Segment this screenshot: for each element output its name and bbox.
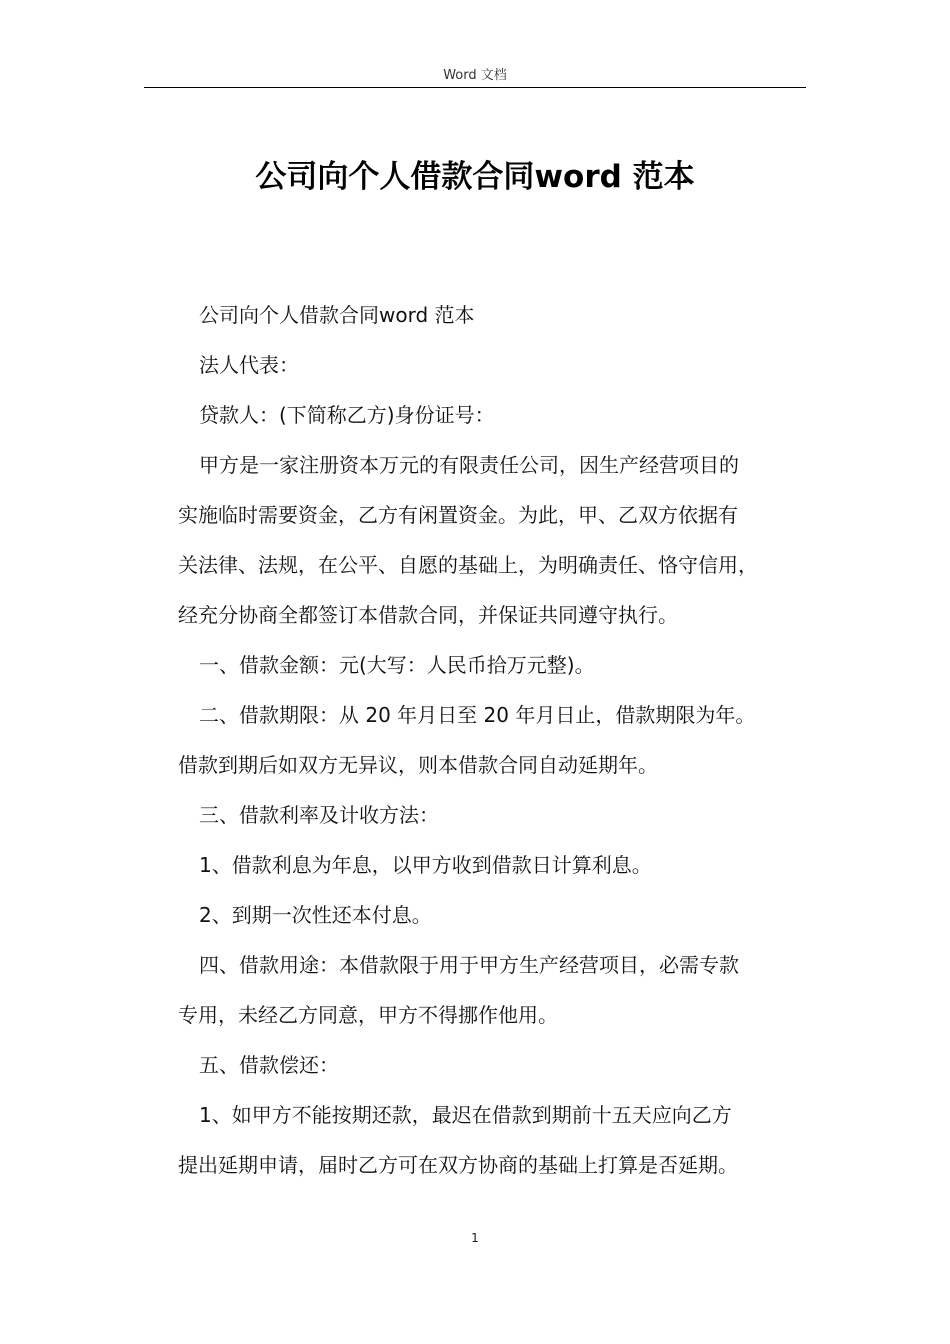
paragraph: 借款到期后如双方无异议，则本借款合同自动延期年。	[178, 753, 658, 777]
page-header: Word 文档	[443, 68, 507, 83]
paragraph: 五、借款偿还：	[199, 1053, 339, 1077]
document-body	[178, 290, 818, 1190]
paragraph: 一、借款金额：元(大写：人民币拾万元整)。	[199, 653, 595, 677]
paragraph: 法人代表：	[199, 353, 299, 377]
paragraph: 专用，未经乙方同意，甲方不得挪作他用。	[178, 1003, 558, 1027]
paragraph: 经充分协商全都签订本借款合同，并保证共同遵守执行。	[178, 603, 678, 627]
paragraph: 实施临时需要资金，乙方有闲置资金。为此，甲、乙双方依据有	[178, 503, 738, 527]
paragraph: 三、借款利率及计收方法：	[199, 803, 439, 827]
paragraph: 1、如甲方不能按期还款，最迟在借款到期前十五天应向乙方	[199, 1103, 732, 1127]
page-number: 1	[471, 1231, 479, 1245]
paragraph: 关法律、法规，在公平、自愿的基础上，为明确责任、恪守信用，	[178, 553, 758, 577]
paragraph: 二、借款期限：从 20 年月日至 20 年月日止，借款期限为年。	[199, 703, 756, 727]
paragraph: 四、借款用途：本借款限于用于甲方生产经营项目，必需专款	[199, 953, 739, 977]
paragraph: 甲方是一家注册资本万元的有限责任公司，因生产经营项目的	[199, 453, 739, 477]
header-divider	[144, 87, 806, 88]
document-title: 公司向个人借款合同word 范本	[255, 159, 695, 195]
paragraph: 2、到期一次性还本付息。	[199, 903, 432, 927]
paragraph: 提出延期申请，届时乙方可在双方协商的基础上打算是否延期。	[178, 1153, 738, 1177]
paragraph: 公司向个人借款合同word 范本	[199, 303, 475, 327]
paragraph: 1、借款利息为年息，以甲方收到借款日计算利息。	[199, 853, 652, 877]
paragraph: 贷款人：(下简称乙方)身份证号：	[199, 403, 495, 427]
